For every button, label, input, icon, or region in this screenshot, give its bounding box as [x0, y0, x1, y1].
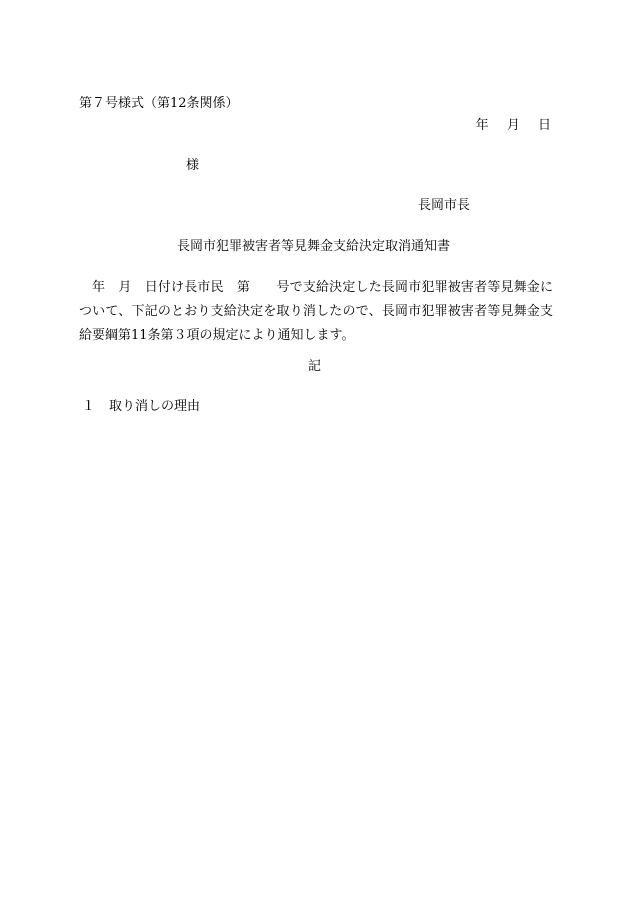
form-number: 第７号様式（第12条関係） [79, 96, 239, 111]
date-line [476, 119, 551, 132]
item-label: 取り消しの理由 [109, 399, 201, 414]
document-title: 長岡市犯罪被害者等見舞金支給決定取消通知書 [177, 239, 451, 254]
ki-heading: 記 [308, 359, 322, 374]
date-month: 月 [506, 118, 520, 133]
list-item [82, 400, 200, 413]
date-year: 年 [475, 118, 489, 133]
addressee-suffix: 様 [186, 158, 200, 173]
body-text: 年 月 日付け長市民 第 号で支給決定した長岡市犯罪被害者等見舞金について、下記のとおり支給決定を取り消したので、長岡市犯罪被害者等見舞金支給要綱第11条第３項の規定により通知します。 [79, 280, 553, 343]
issuer: 長岡市長 [418, 198, 471, 213]
item-number: １ [82, 399, 96, 414]
date-day: 日 [537, 118, 551, 133]
